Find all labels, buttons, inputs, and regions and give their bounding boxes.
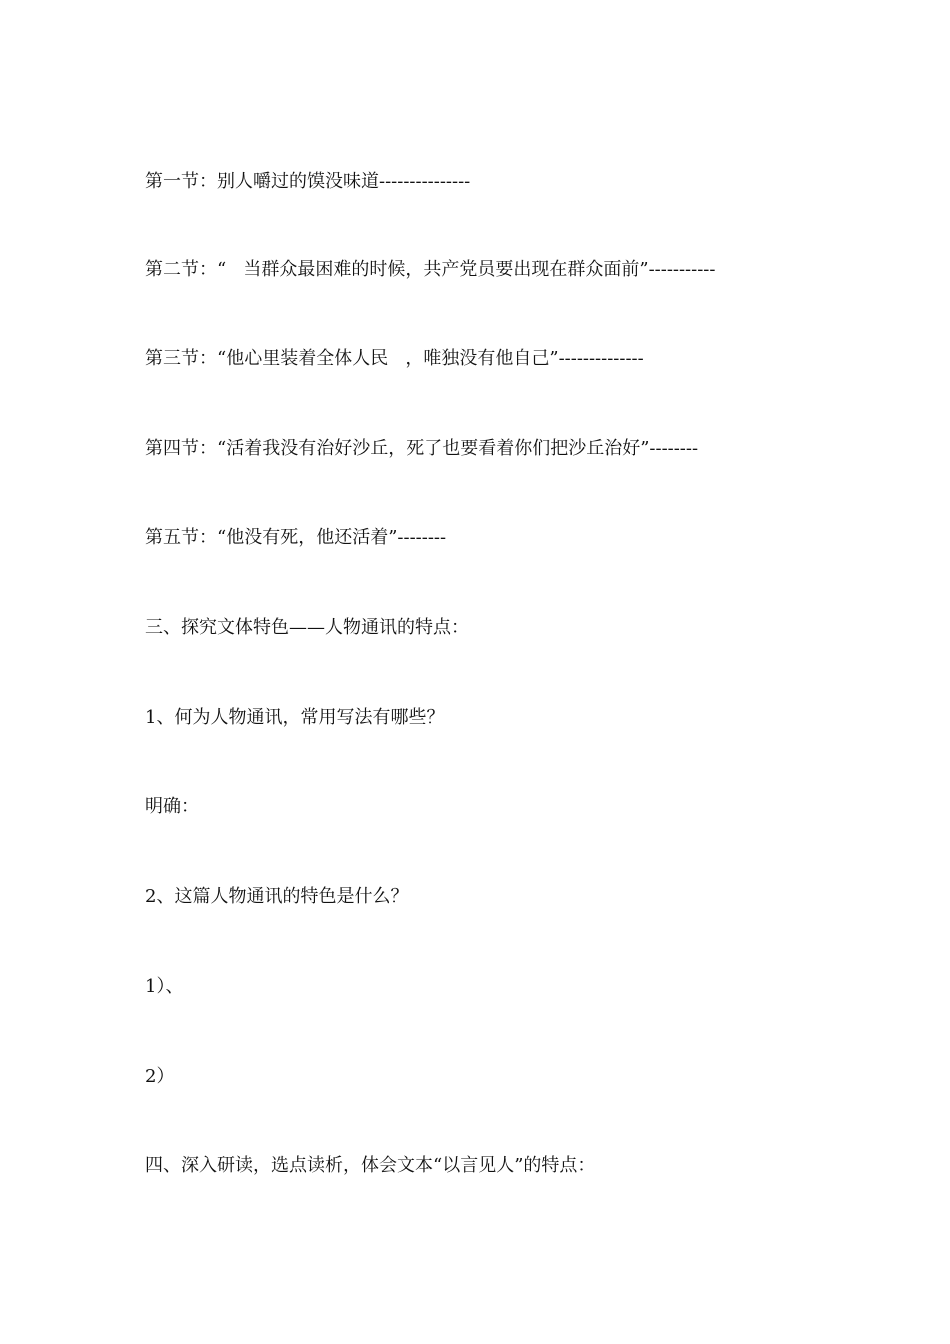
section-2-line: 第二节：“ 当群众最困难的时候，共产党员要出现在群众面前”----------- (145, 259, 716, 280)
section-1-line: 第一节：别人嚼过的馍没味道--------------- (145, 171, 471, 192)
item-1: 1）、 (145, 976, 184, 997)
answer-label: 明确： (145, 796, 199, 817)
question-1: 1、何为人物通讯，常用写法有哪些？ (145, 707, 445, 728)
question-2: 2、这篇人物通讯的特色是什么？ (145, 886, 409, 907)
heading-four: 四、深入研读，选点读析，体会文本“以言见人”的特点： (145, 1155, 596, 1176)
heading-three: 三、探究文体特色——人物通讯的特点： (145, 617, 469, 638)
section-3-line: 第三节：“他心里装着全体人民 ，唯独没有他自己”-------------- (145, 348, 644, 369)
section-5-line: 第五节：“他没有死，他还活着”-------- (145, 527, 447, 548)
item-2: 2） (145, 1066, 175, 1087)
section-4-line: 第四节：“活着我没有治好沙丘，死了也要看着你们把沙丘治好”-------- (145, 438, 699, 459)
